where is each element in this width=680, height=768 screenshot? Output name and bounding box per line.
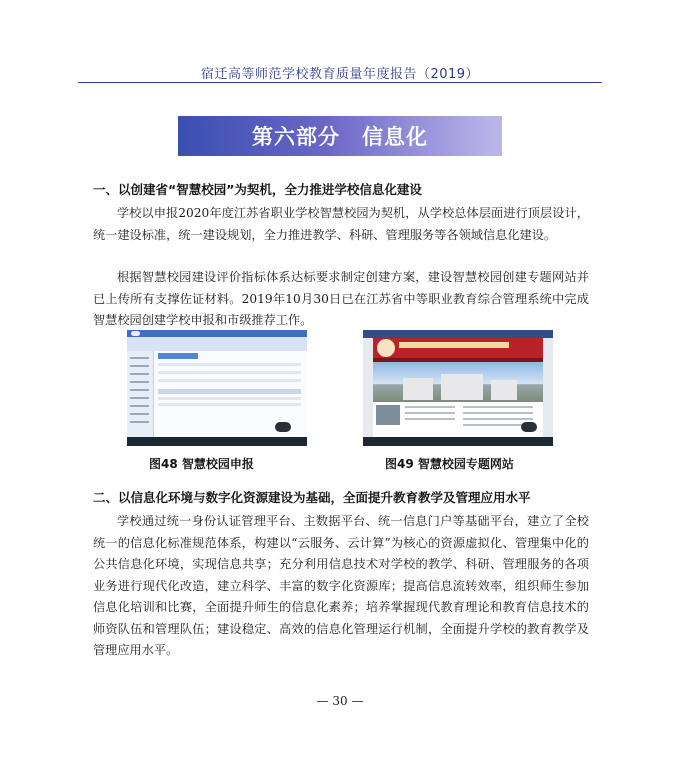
report-header-title: 宿迁高等师范学校教育质量年度报告（2019）	[200, 67, 480, 82]
figure-49-screenshot	[363, 330, 553, 446]
header-divider	[78, 82, 602, 83]
part-title: 第六部分 信息化	[252, 125, 428, 149]
figure-49-caption: 图49 智慧校园专题网站	[385, 457, 514, 471]
section-2-paragraph-1: 学校通过统一身份认证管理平台、主数据平台、统一信息门户等基础平台，建立了全校统一的信息化标准规范体系，构建以“云服务、云计算”为核心的资源虚拟化、管理集中化的公共信息化环境，实现信息共享；充分利用信息技术对学校的教学、科研、管理服务的各项业务进行现代化改造，建立科学、丰富的数字化资源库；提高信息流转效率，组织师生参加信息化培训和比赛，全面提升师生的信息化素养；培养掌握现代教育理论和教育信息技术的师资队伍和管理队伍；建设稳定、高效的信息化管理运行机制，全面提升学校的教育教学及管理应用水平。	[93, 514, 589, 657]
section-1-paragraph-2: 根据智慧校园建设评价指标体系达标要求制定创建方案，建设智慧校园创建专题网站并已上传所有支撑佐证材料。2019年10月30日已在江苏省中等职业教育综合管理系统中完成智慧校园创建学校申报和市级推荐工作。	[93, 270, 589, 327]
figure-48-caption: 图48 智慧校园申报	[149, 457, 254, 471]
section-2-heading: 二、以信息化环境与数字化资源建设为基础，全面提升教育教学及管理应用水平	[93, 490, 531, 505]
figure-48-screenshot	[127, 330, 307, 446]
section-1-heading: 一、以创建省“智慧校园”为契机，全力推进学校信息化建设	[93, 182, 422, 197]
section-1-paragraph-1: 学校以申报2020年度江苏省职业学校智慧校园为契机，从学校总体层面进行顶层设计，统一建设标准，统一建设规划，全力推进教学、科研、管理服务等各领域信息化建设。	[93, 206, 589, 242]
part-title-banner	[178, 116, 502, 156]
page-number: — 30 —	[316, 694, 364, 708]
